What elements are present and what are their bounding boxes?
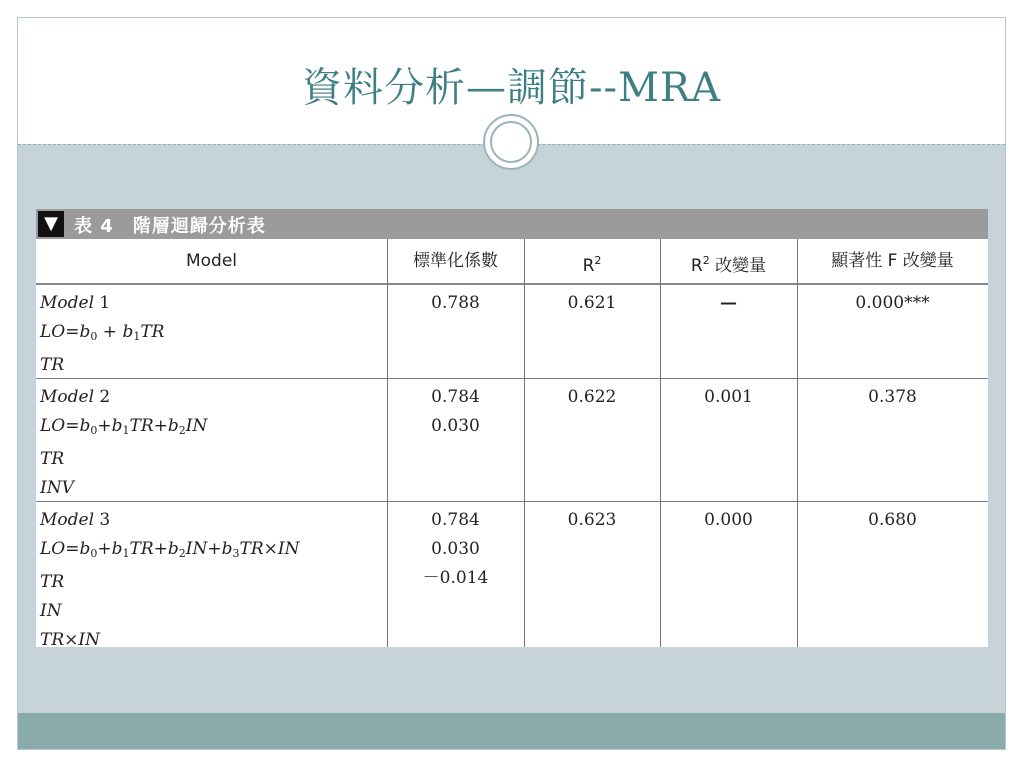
coef-cell (387, 289, 524, 318)
eq-term: LO (40, 322, 66, 342)
eq-subscript: 1 (122, 424, 130, 437)
eq-term: b (221, 539, 233, 559)
eq-plus: + (97, 416, 112, 436)
eq-subscript: 2 (178, 424, 186, 437)
header-r2change-sup: 2 (702, 254, 710, 267)
regression-table-figure (36, 209, 988, 650)
eq-term: b (167, 539, 179, 559)
coef-cell (387, 383, 524, 441)
f-change-cell: 0.378 (868, 387, 917, 407)
f-change-cell: 0.000*** (855, 293, 930, 313)
header-f-change: 顯著性 F 改變量 (831, 251, 954, 271)
eq-subscript: 0 (90, 330, 98, 343)
model-variable: INV (40, 478, 74, 498)
coef-value: 0.030 (431, 416, 480, 436)
eq-term: b (111, 416, 123, 436)
model-label: Model (40, 293, 95, 313)
model-variable: TR (40, 449, 65, 469)
model-number: 2 (94, 387, 111, 407)
coef-value: 0.030 (431, 539, 480, 559)
eq-subscript: 0 (90, 424, 98, 437)
eq-term: b (79, 322, 91, 342)
r2-change-cell: 0.000 (704, 510, 753, 530)
f-change-cell: 0.680 (868, 510, 917, 530)
eq-term: LO (40, 416, 66, 436)
eq-subscript: 2 (178, 547, 186, 560)
eq-plus: + (207, 539, 222, 559)
table-row (36, 502, 988, 650)
eq-subscript: 3 (232, 547, 240, 560)
r2-change-cell: — (720, 293, 737, 313)
model-label: Model (40, 387, 95, 407)
eq-term: TR (129, 539, 154, 559)
coef-value: －0.014 (422, 568, 489, 588)
header-r2-sup: 2 (594, 254, 602, 267)
eq-term: b (111, 539, 123, 559)
table-header-row (36, 239, 988, 285)
model-name (40, 289, 164, 318)
model-equation (40, 535, 300, 568)
model-number: 1 (94, 293, 111, 313)
model-number: 3 (94, 510, 111, 530)
eq-subscript: 1 (133, 330, 141, 343)
eq-term: TR (140, 322, 165, 342)
coef-value: 0.788 (431, 293, 480, 313)
r2-cell: 0.621 (567, 293, 617, 313)
model-equation (40, 318, 164, 351)
eq-term: TR (129, 416, 154, 436)
eq-plus: + (97, 322, 123, 342)
r2-cell: 0.623 (567, 510, 617, 530)
eq-subscript: 0 (90, 547, 98, 560)
eq-plus: + (153, 539, 168, 559)
eq-term: IN (185, 416, 208, 436)
table-caption-bar (36, 209, 988, 239)
model-cell (40, 506, 300, 655)
model-label: Model (40, 510, 95, 530)
eq-term: b (79, 416, 91, 436)
eq-sign: = (65, 322, 80, 342)
eq-sign: = (65, 416, 80, 436)
model-variable: TR (40, 355, 65, 375)
circle-ornament (483, 114, 539, 170)
table-row (36, 285, 988, 378)
triangle-down-icon: ▼ (38, 211, 64, 237)
model-variable: TR (40, 572, 65, 592)
eq-term: b (122, 322, 134, 342)
table-row (36, 379, 988, 501)
model-cell (40, 289, 164, 380)
eq-times: × (263, 539, 278, 559)
r2-cell: 0.622 (567, 387, 617, 407)
coef-value: 0.784 (431, 510, 480, 530)
eq-plus: + (97, 539, 112, 559)
eq-subscript: 1 (122, 547, 130, 560)
slide-title: 資料分析—調節--MRA (302, 65, 721, 111)
model-variable: TR×IN (40, 630, 100, 650)
footer-bar (18, 713, 1005, 749)
coef-value: 0.784 (431, 387, 480, 407)
eq-sign: = (65, 539, 80, 559)
header-r2 (524, 239, 660, 283)
model-name (40, 506, 300, 535)
eq-term: b (167, 416, 179, 436)
model-cell (40, 383, 207, 503)
model-name (40, 383, 207, 412)
eq-plus: + (153, 416, 168, 436)
model-equation (40, 412, 207, 445)
coef-cell (387, 506, 524, 593)
table-caption: 表 4 階層迴歸分析表 (74, 216, 266, 237)
eq-term: b (79, 539, 91, 559)
r2-change-cell: 0.001 (704, 387, 753, 407)
header-std-coef: 標準化係數 (413, 251, 498, 271)
eq-term: IN (277, 539, 300, 559)
header-r2change-label: R (690, 256, 703, 276)
eq-term: LO (40, 539, 66, 559)
header-r2change-suffix: 改變量 (709, 256, 767, 276)
eq-term: TR (239, 539, 264, 559)
model-variable: IN (40, 601, 62, 621)
eq-term: IN (185, 539, 208, 559)
header-r2-change (660, 239, 797, 283)
header-r2-label: R (582, 256, 595, 276)
header-model: Model (185, 251, 238, 271)
slide (17, 17, 1006, 750)
